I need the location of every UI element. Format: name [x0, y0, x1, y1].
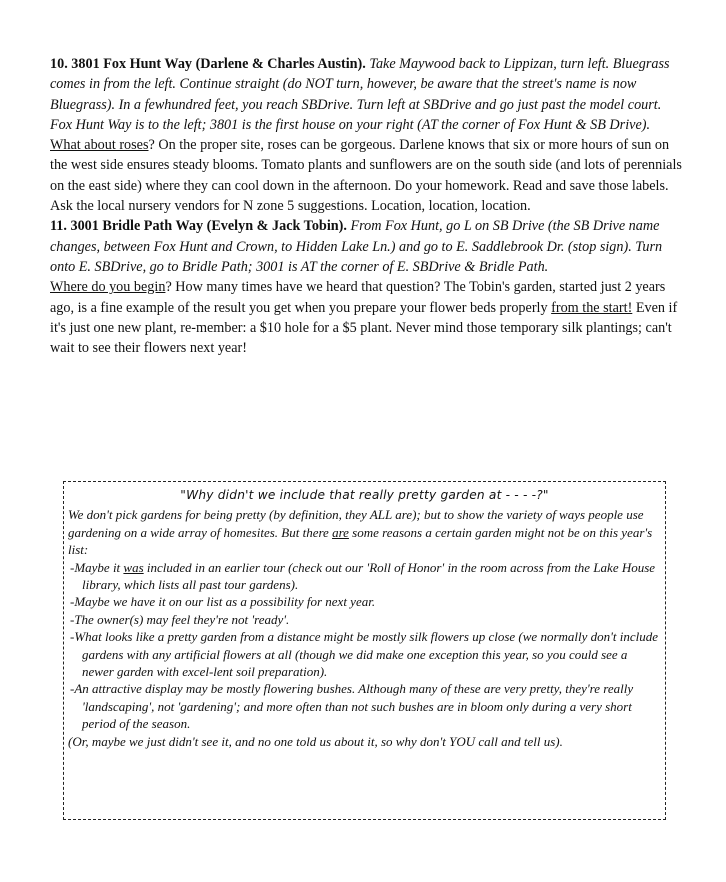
entry-11	[50, 216, 686, 358]
reason-item: -Maybe we have it on our list as a possibility for next year.	[70, 594, 376, 610]
entry-11-body-a: ? How many times have we heard that question? The Tobin's garden, started just 2 years ago, is a fine example of the result you get when you prepare your flower beds properly	[50, 279, 666, 316]
entry-10-subhead: What about roses	[50, 137, 149, 154]
box-closing: (Or, maybe we just didn't see it, and no one told us about it, so why don't YOU call and tell us).	[68, 733, 563, 749]
box-intro-b: some reasons a certain garden might not be on this year's list:	[68, 524, 653, 558]
entry-10-title: 10. 3801 Fox Hunt Way (Darlene & Charles Austin).	[50, 56, 366, 72]
reason-1-a: -Maybe it	[70, 559, 124, 575]
reason-item	[68, 559, 661, 594]
box-title: "Why didn't we include that really pretty garden at - - - -?"	[180, 488, 549, 502]
reason-item: -What looks like a pretty garden from a distance might be mostly silk flowers up close (we normally don't include gardens with any artificial flowers at all (though we did make one exception this year, so you could see a newer garden with excel-lent soil preparation).	[70, 629, 659, 680]
entry-11-body-b: Even if it's just one new plant, re-member: a $10 hole for a $5 plant. Never mind those temporary silk plantings; can't wait to see their flowers next year!	[50, 299, 678, 357]
box-intro-underline: are	[332, 524, 349, 540]
reason-1-underline: was	[123, 559, 144, 575]
entry-11-directions: From Fox Hunt, go L on SB Drive (the SB Drive name changes, between Fox Hunt and Crown, to Hidden Lake Ln.) and go to E. Saddlebrook Dr. (stop sign). Turn onto E. SBDrive, go to Bridle Path; 3001 is AT the corner of E. SBDrive & Bridle Path.	[50, 218, 663, 275]
entry-10-directions: Take Maywood back to Lippizan, turn left. Bluegrass comes in from the left. Continue straight (do NOT turn, however, be aware that the street's name is now Bluegrass). In a fewhundred feet, you reach SBDrive. Turn left at SBDrive and go just past the model court. Fox Hunt Way is to the left; 3801 is the first house on your right (AT the corner of Fox Hunt & SB Drive).	[50, 56, 670, 133]
why-not-included-box	[63, 481, 666, 820]
reason-item: -An attractive display may be mostly flowering bushes. Although many of these are very pretty, they're really 'landscaping', not 'gardening'; and more often than not such bushes are in bloom only during a very short period of the season.	[70, 681, 634, 732]
entry-10-body: ? On the proper site, roses can be gorgeous. Darlene knows that six or more hours of sun on the west side ensures steady blooms. Tomato plants and sunflowers are on the south side (and lots of perennials on the east side) where they can cool down in the afternoon. Do your homework. Read and save those labels. Ask the local nursery vendors for N zone 5 suggestions. Location, location, location.	[50, 137, 682, 215]
entry-11-title: 11. 3001 Bridle Path Way (Evelyn & Jack Tobin).	[50, 218, 347, 235]
reason-item: -The owner(s) may feel they're not 'ready'.	[70, 611, 290, 627]
box-intro-a: We don't pick gardens for being pretty (by definition, they ALL are); but to show the variety of ways people use gardening on a wide array of homesites. But there	[68, 507, 644, 540]
box-intro	[68, 506, 661, 558]
reasons-list	[68, 559, 661, 733]
entry-10	[50, 54, 686, 216]
entry-11-body-underline: from the start!	[551, 299, 633, 316]
reason-1-b: included in an earlier tour (check out our 'Roll of Honor' in the room across from the Lake House library, which lists all past tour gardens).	[82, 559, 656, 593]
entry-11-subhead: Where do you begin	[50, 279, 166, 296]
